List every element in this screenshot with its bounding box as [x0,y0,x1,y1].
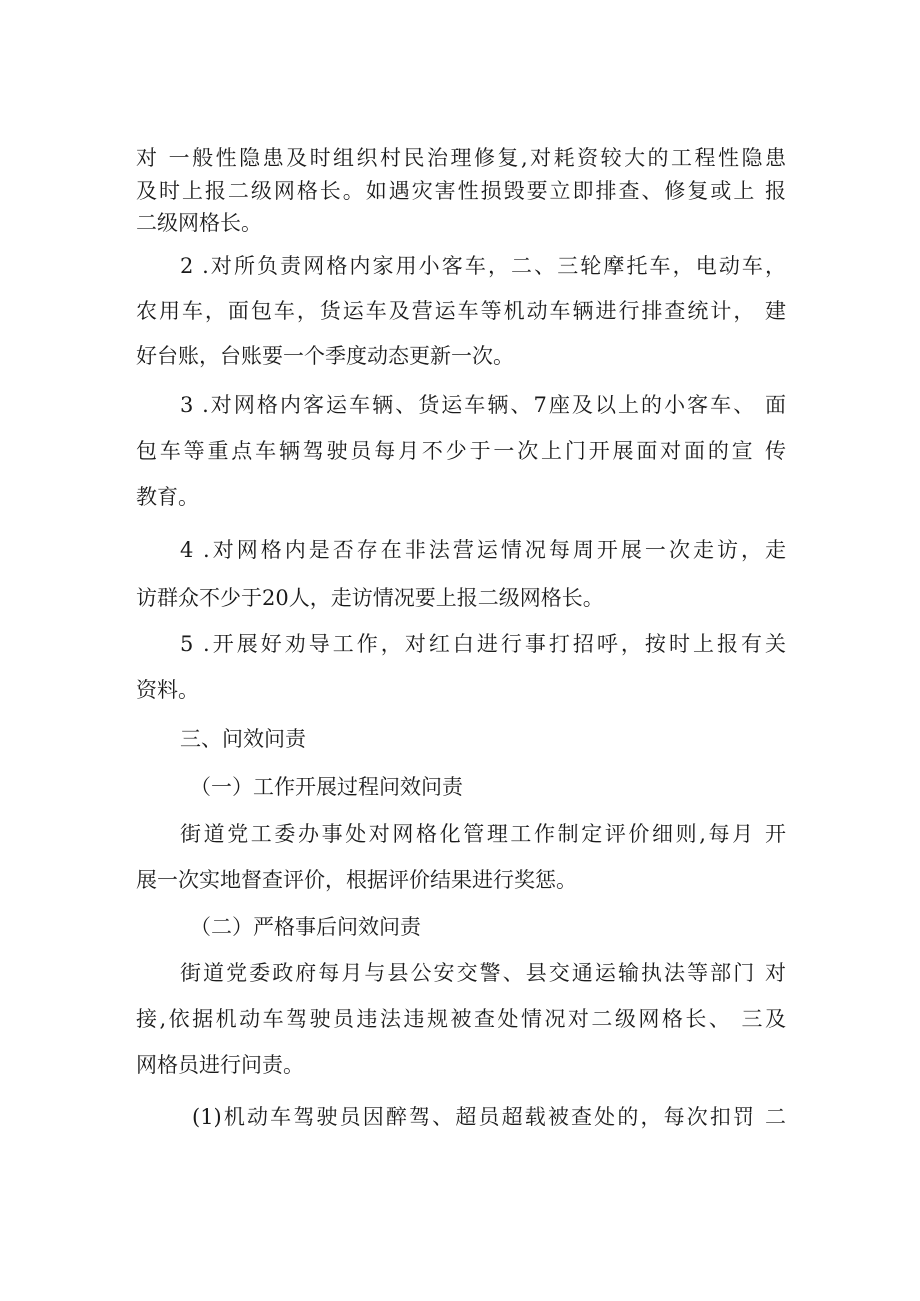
text-line: 及时上报二级网格长。如遇灾害性损毁要立即排查、修复或上 报 [136,179,786,203]
text-line: 教育。 [136,485,199,509]
subsection-heading: （二）严格事后问效问责 [190,915,421,939]
text-line: 对 一般性隐患及时组织村民治理修复,对耗资较大的工程性隐患 [136,146,786,170]
text-line: 接,依据机动车驾驶员违法违规被查处情况对二级网格长、 三及 [136,1007,786,1031]
text-line: 二级网格长。 [136,211,262,235]
text-line: 展一次实地督查评价，根据评价结果进行奖惩。 [136,868,577,892]
text-line: 农用车，面包车，货运车及营运车等机动车辆进行排查统计， 建 [136,299,786,323]
paragraph-line: 街道党工委办事处对网格化管理工作制定评价细则,每月 开 [180,822,786,846]
subsection-heading: （一）工作开展过程问效问责 [190,775,463,799]
section-heading: 三、问效问责 [180,727,306,751]
text-line: 包车等重点车辆驾驶员每月不少于一次上门开展面对面的宣 传 [136,439,786,463]
list-item-5-line: 5 .开展好劝导工作，对红白进行事打招呼，按时上报有关 [180,632,786,656]
text-line: 好台账，台账要一个季度动态更新一次。 [136,344,514,368]
paragraph-line: 街道党委政府每月与县公安交警、县交通运输执法等部门 对 [180,961,786,985]
list-item-2-line: 2 .对所负责网格内家用小客车，二、三轮摩托车，电动车， [180,254,786,278]
list-item-3-line: 3 .对网格内客运车辆、货运车辆、7座及以上的小客车、 面 [180,393,786,417]
text-line: 网格员进行问责。 [136,1053,304,1077]
text-line: 访群众不少于20人，走访情况要上报二级网格长。 [136,586,604,610]
paragraph-line: (1)机动车驾驶员因醉驾、超员超载被查处的，每次扣罚 二 [192,1105,786,1129]
text-line: 资料。 [136,678,199,702]
list-item-4-line: 4 .对网格内是否存在非法营运情况每周开展一次走访，走 [180,538,786,562]
